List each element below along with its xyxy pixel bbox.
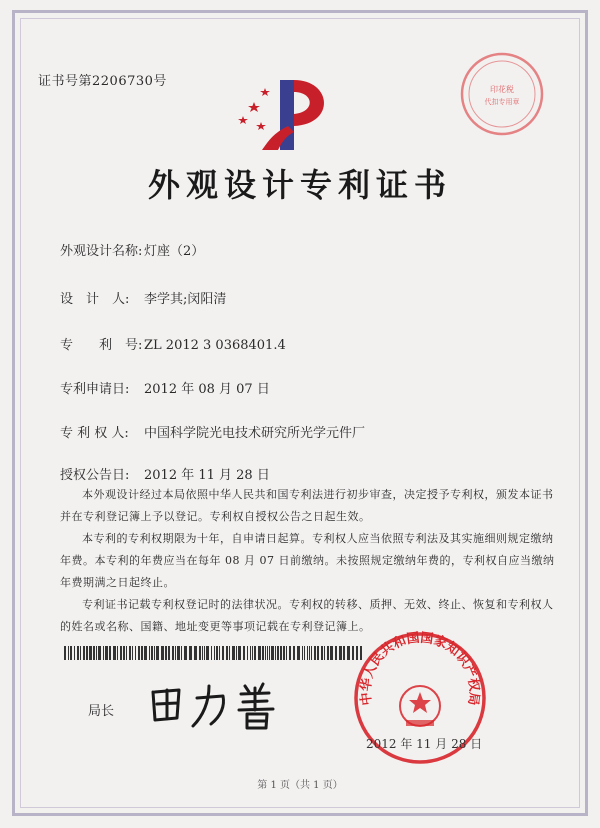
certificate-title: 外观设计专利证书 [147,166,452,204]
field-patent-number: 专 利 号: ZL 2012 3 0368401.4 [60,338,286,353]
svg-text:印花税: 印花税 [490,85,514,94]
director-label: 局长 [88,704,115,719]
field-designer: 设 计 人: 李学其;闵阳清 [60,292,227,307]
certificate-number: 证书号第2206730号 [38,74,167,89]
body-paragraph: 专利证书记载专利权登记时的法律状况。专利权的转移、质押、无效、终止、恢复和专利权人的姓名或名称、国籍、地址变更等事项记载在专利登记簿上。 [60,598,554,633]
field-design-name: 外观设计名称: 灯座（2） [60,244,205,259]
agency-stamp [456,48,548,140]
page-number: 第 1 页（共 1 页） [257,780,343,791]
director-signature [145,672,295,732]
svg-text:代扣专用章: 代扣专用章 [484,98,520,106]
field-grant-date: 授权公告日: 2012 年 11 月 28 日 [60,468,270,483]
barcode [64,646,364,660]
field-application-date: 专利申请日: 2012 年 08 月 07 日 [60,382,270,397]
body-paragraph: 本外观设计经过本局依照中华人民共和国专利法进行初步审查，决定授予专利权，颁发本证书并在专利登记簿上予以登记。专利权自授权公告之日起生效。 [60,488,554,523]
seal-date: 2012 年 11 月 28 日 [366,737,483,751]
field-patentee: 专 利 权 人: 中国科学院光电技术研究所光学元件厂 [60,426,366,441]
svg-text:中华人民共和国国家知识产权局: 中华人民共和国国家知识产权局 [358,630,482,707]
body-paragraph: 本专利的专利权期限为十年，自申请日起算。专利权人应当依照专利法及其实施细则规定缴纳年费。本专利的年费应当在每年 08 月 07 日前缴纳。未按照规定缴纳年费的，专利权自应当缴纳年费期满之日起终止。 [60,532,555,589]
certificate-body [60,484,560,638]
cnipa-logo [232,72,352,157]
